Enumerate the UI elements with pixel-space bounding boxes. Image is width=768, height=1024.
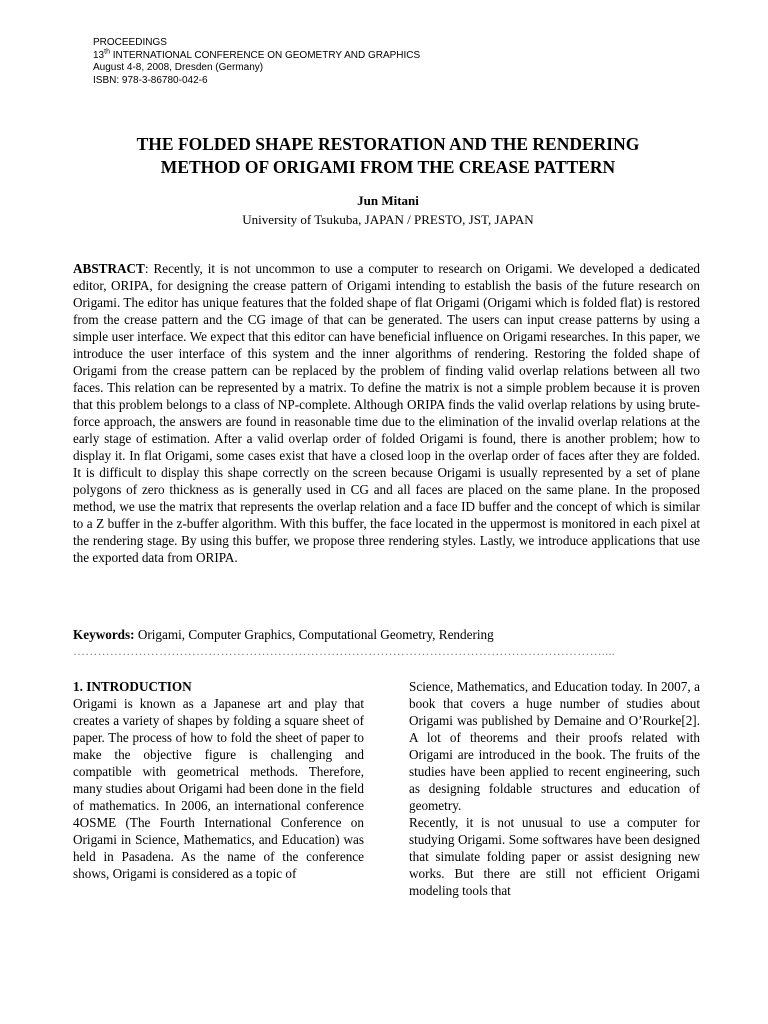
dotted-separator: …………………………………………………………………………………………………………………....: [73, 644, 616, 658]
section-heading-introduction: 1. INTRODUCTION: [73, 679, 192, 694]
header-conference: 13th INTERNATIONAL CONFERENCE ON GEOMETRY AND GRAPHICS: [93, 48, 421, 61]
author-affiliation: University of Tsukuba, JAPAN / PRESTO, JST, JAPAN: [242, 212, 534, 227]
title-line-2: METHOD OF ORIGAMI FROM THE CREASE PATTERN: [160, 157, 616, 177]
abstract: [73, 260, 700, 566]
column-left: [73, 678, 364, 882]
author-name: Jun Mitani: [357, 193, 419, 208]
keywords-text: Origami, Computer Graphics, Computational Geometry, Rendering: [134, 627, 494, 642]
header-isbn: ISBN: 978-3-86780-042-6: [93, 74, 208, 86]
header-proceedings: PROCEEDINGS: [93, 37, 167, 48]
keywords: [73, 626, 700, 643]
paper-title: [60, 133, 716, 179]
header-dates: August 4-8, 2008, Dresden (Germany): [93, 62, 264, 73]
title-line-1: THE FOLDED SHAPE RESTORATION AND THE RENDERING: [136, 134, 640, 154]
column-right: [409, 678, 700, 899]
proceedings-header: [93, 37, 420, 87]
intro-paragraph-left: Origami is known as a Japanese art and play that creates a variety of shapes by folding a square sheet of paper. The process of how to fold the sheet of paper to make the objective figure is challenging and compatible with geometrical methods. Therefore, many studies about Origami had been done in the field of mathematics. In 2006, an international conference 4OSME (The Fourth International Conference on Origami in Science, Mathematics, and Education) was held in Pasadena. As the name of the conference shows, Origami is considered as a topic of: [73, 696, 364, 881]
intro-paragraph-right-2: Recently, it is not unusual to use a computer for studying Origami. Some softwares have been designed that simulate folding paper or assist designing new works. But there are still not efficient Origami modeling tools that: [409, 815, 700, 898]
abstract-label: ABSTRACT: [73, 261, 145, 276]
keywords-label: Keywords:: [73, 627, 135, 642]
intro-paragraph-right-1: Science, Mathematics, and Education today. In 2007, a book that covers a huge number of studies about Origami was published by Demaine and O’Rourke[2]. A lot of theorems and their proofs related with Origami are introduced in the book. The fruits of the studies have been applied to recent engineering, such as designing foldable structures and education of geometry.: [409, 679, 700, 813]
abstract-text: : Recently, it is not uncommon to use a computer to research on Origami. We developed a dedicated editor, ORIPA, for designing the crease pattern of Origami intending to establish the basis of the future research on Origami. The editor has unique features that the folded shape of flat Origami (Origami which is folded flat) is restored from the crease pattern and the CG image of that can be generated. The users can input crease patterns by using a simple user interface. We expect that this editor can have beneficial influence on Origami researches. In this paper, we introduce the user interface of this system and the inner algorithms of rendering. Restoring the folded shape of Origami from the crease pattern can be replaced by the problem of finding valid overlap relations between all two faces. This relation can be represented by a matrix. To define the matrix is not a simple problem because it is proven that this problem belongs to a class of NP-complete. Although ORIPA finds the valid overlap relations by using brute-force approach, the answers are found in reasonable time due to the elimination of the invalid overlap relations at the early stage of estimation. After a valid overlap order of folded Origami is found, there is another problem; how to display it. In flat Origami, some cases exist that have a closed loop in the overlap order of faces after they are folded. It is difficult to display this shape correctly on the screen because Origami is usually represented by a set of plane polygons of zero thickness as is generally used in CG and all faces are placed on the same plane. In the proposed method, we use the matrix that represents the overlap relation and a face ID buffer and the concept of which is similar to a Z buffer in the z-buffer algorithm. With this buffer, the face located in the uppermost is monitored in each pixel at the rendering stage. By using this buffer, we propose three rendering styles. Lastly, we introduce applications that use the exported data from ORIPA.: [73, 261, 700, 565]
